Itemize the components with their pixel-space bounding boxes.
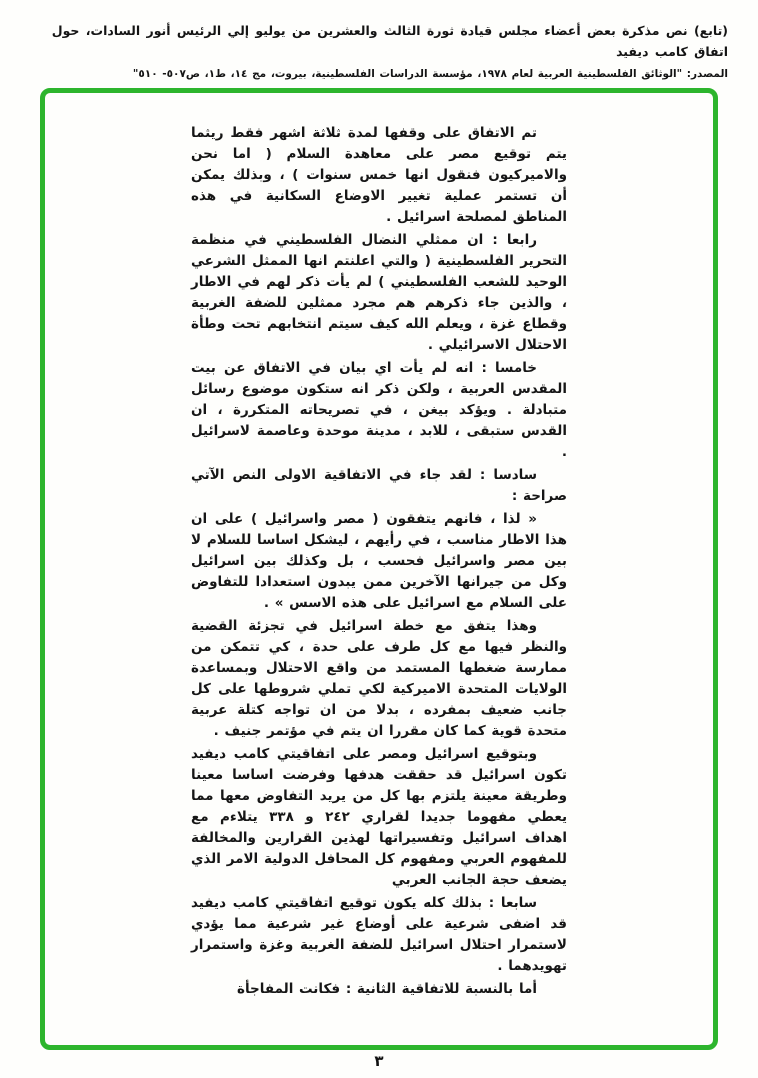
body-text-column [45,93,713,1000]
paragraph-intro: تم الاتفاق على وقفها لمدة ثلاثة اشهر فقط ريثما يتم توقيع مصر على معاهدة السلام ( اما نحن والاميركيون فنقول انها خمس سنوات ) ، وبذلك يمكن أن تستمر عملية تغيير الاوضاع السكانية في هذه المناطق لمصلحة اسرائيل . [191,125,567,225]
page-number: ٣ [374,1052,384,1070]
document-header [30,20,728,80]
paragraph-rabean: رابعا : ان ممثلي النضال الفلسطيني في منظمة التحرير الفلسطينية ( والتي اعلنتم انها الممثل الشرعي الوحيد للشعب الفلسطيني ) لم يأت ذكر لهم في الاطار ، والذين جاء ذكرهم هم مجرد ممثلين للضفة الغربية وقطاع غزة ، ويعلم الله كيف سيتم انتخابهم تحت وطأة الاحتلال الاسرائيلي . [191,232,567,353]
paragraph-closing: أما بالنسبة للاتفاقية الثانية : فكانت المفاجأة [237,981,537,997]
header-source: المصدر: "الوثائق الفلسطينية العربية لعام ١٩٧٨، مؤسسة الدراسات الفلسطينية، بيروت، مج ١٤، ط١، ص٥٠٧- ٥١٠" [132,67,728,80]
header-title: (تابع) نص مذكرة بعض أعضاء مجلس قيادة ثورة الثالث والعشرين من يوليو إلي الرئيس أنور السادات، حول اتفاق كامب ديفيد [51,23,728,60]
paragraph-sabean: سابعا : بذلك كله يكون توقيع اتفاقيتي كامب ديفيد قد اضفى شرعية على أوضاع غير شرعية مما يؤدي لاستمرار احتلال اسرائيل للضفة الغربية وغزة واستمرار تهويدهما . [191,895,567,974]
paragraph-signing: وبتوقيع اسرائيل ومصر على اتفاقيتي كامب ديفيد تكون اسرائيل قد حققت هدفها وفرضت اساسا معينا وطريقة معينة يلتزم بها كل من يريد التفاوض معها مما يعطي مفهوما جديدا لقراري ٢٤٢ و ٣٣٨ يتلاءم مع اهداف اسرائيل وتفسيراتها لهذين القرارين والمخالفة للمفهوم العربي ومفهوم كل المحافل الدولية الامر الذي يضعف حجة الجانب العربي [191,746,568,888]
paragraph-sadisan: سادسا : لقد جاء في الاتفاقية الاولى النص الآتي صراحة : [191,467,567,504]
paragraph-khamisan: خامسا : انه لم يأت اي بيان في الاتفاق عن بيت المقدس العربية ، ولكن ذكر انه ستكون موضوع رسائل متبادلة . ويؤكد بيغن ، في تصريحاته المتكررة ، ان القدس ستبقى ، للابد ، مدينة موحدة وعاصمة لاسرائيل . [191,360,567,460]
paragraph-analysis: وهذا يتفق مع خطة اسرائيل في تجزئة القضية والنظر فيها مع كل طرف على حدة ، كي تتمكن من ممارسة ضغطها المستمد من واقع الاحتلال وبمساعدة الولايات المتحدة الاميركية لكي تملي شروطها على كل جانب ضعيف بمفرده ، بدلا من ان تواجه كتلة عربية متحدة قوية كما كان مقررا ان يتم في مؤتمر جنيف . [191,618,567,739]
green-frame [40,88,718,1050]
paragraph-quote: « لذا ، فانهم يتفقون ( مصر واسرائيل ) على ان هذا الاطار مناسب ، في رأيهم ، ليشكل اساسا للسلام لا بين مصر واسرائيل فحسب ، بل وكذلك بين اسرائيل وكل من جيرانها الآخرين ممن يبدون استعدادا للتفاوض على السلام مع اسرائيل على هذه الاسس » . [191,511,567,611]
